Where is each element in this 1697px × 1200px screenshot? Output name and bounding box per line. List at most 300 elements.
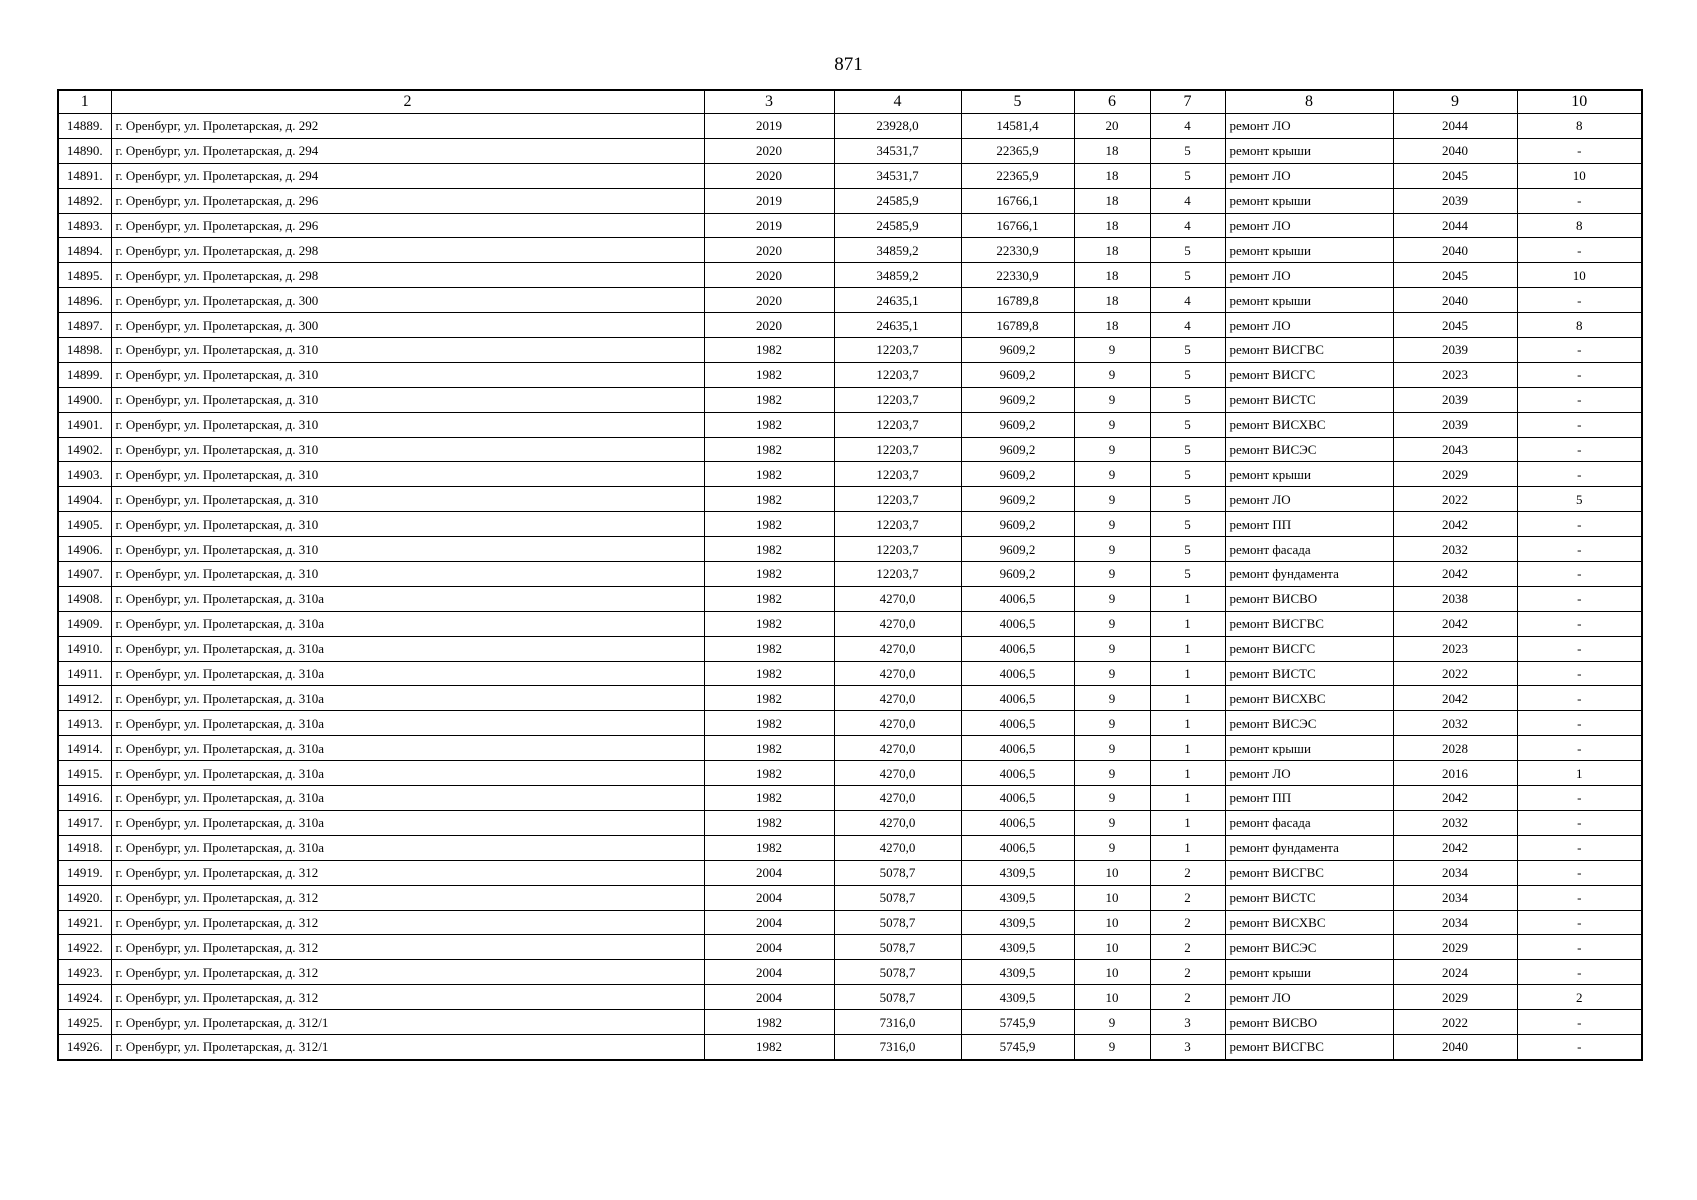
table-cell-col-4: 5078,7 bbox=[834, 885, 961, 910]
table-cell-col-1: 14908. bbox=[58, 586, 111, 611]
table-cell-col-10: - bbox=[1517, 586, 1642, 611]
table-cell-col-10: - bbox=[1517, 188, 1642, 213]
table-cell-col-5: 9609,2 bbox=[961, 512, 1074, 537]
table-cell-col-2: г. Оренбург, ул. Пролетарская, д. 310 bbox=[111, 338, 704, 363]
table-cell-col-2: г. Оренбург, ул. Пролетарская, д. 312 bbox=[111, 960, 704, 985]
table-cell-col-7: 5 bbox=[1150, 163, 1225, 188]
table-cell-col-8: ремонт фасада bbox=[1225, 810, 1393, 835]
table-cell-col-7: 5 bbox=[1150, 138, 1225, 163]
table-cell-col-4: 34859,2 bbox=[834, 263, 961, 288]
table-cell-col-7: 5 bbox=[1150, 462, 1225, 487]
table-cell-col-2: г. Оренбург, ул. Пролетарская, д. 310 bbox=[111, 362, 704, 387]
table-cell-col-6: 9 bbox=[1074, 362, 1150, 387]
table-row bbox=[58, 786, 1642, 811]
table-cell-col-3: 2004 bbox=[704, 860, 834, 885]
table-cell-col-2: г. Оренбург, ул. Пролетарская, д. 298 bbox=[111, 238, 704, 263]
table-cell-col-1: 14903. bbox=[58, 462, 111, 487]
table-cell-col-2: г. Оренбург, ул. Пролетарская, д. 310а bbox=[111, 810, 704, 835]
table-cell-col-6: 10 bbox=[1074, 935, 1150, 960]
table-cell-col-10: - bbox=[1517, 138, 1642, 163]
table-cell-col-7: 5 bbox=[1150, 487, 1225, 512]
table-cell-col-1: 14911. bbox=[58, 661, 111, 686]
table-cell-col-3: 1982 bbox=[704, 362, 834, 387]
table-row bbox=[58, 188, 1642, 213]
table-cell-col-10: 2 bbox=[1517, 985, 1642, 1010]
table-cell-col-6: 10 bbox=[1074, 960, 1150, 985]
table-cell-col-3: 1982 bbox=[704, 761, 834, 786]
table-cell-col-10: - bbox=[1517, 462, 1642, 487]
table-cell-col-7: 1 bbox=[1150, 786, 1225, 811]
table-cell-col-6: 9 bbox=[1074, 462, 1150, 487]
table-cell-col-9: 2039 bbox=[1393, 338, 1517, 363]
table-cell-col-1: 14923. bbox=[58, 960, 111, 985]
table-cell-col-3: 1982 bbox=[704, 562, 834, 587]
table-cell-col-8: ремонт ЛО bbox=[1225, 487, 1393, 512]
table-cell-col-3: 1982 bbox=[704, 835, 834, 860]
table-cell-col-7: 1 bbox=[1150, 611, 1225, 636]
table-cell-col-8: ремонт ВИСВО bbox=[1225, 586, 1393, 611]
table-cell-col-9: 2022 bbox=[1393, 661, 1517, 686]
table-row bbox=[58, 313, 1642, 338]
table-cell-col-10: - bbox=[1517, 661, 1642, 686]
table-cell-col-4: 12203,7 bbox=[834, 537, 961, 562]
table-row bbox=[58, 512, 1642, 537]
table-cell-col-6: 9 bbox=[1074, 686, 1150, 711]
table-body bbox=[58, 114, 1642, 1060]
table-cell-col-3: 1982 bbox=[704, 437, 834, 462]
table-cell-col-3: 2004 bbox=[704, 960, 834, 985]
table-cell-col-8: ремонт фасада bbox=[1225, 537, 1393, 562]
table-cell-col-6: 9 bbox=[1074, 810, 1150, 835]
table-cell-col-7: 4 bbox=[1150, 114, 1225, 139]
table-cell-col-7: 5 bbox=[1150, 437, 1225, 462]
table-cell-col-9: 2040 bbox=[1393, 288, 1517, 313]
table-row bbox=[58, 163, 1642, 188]
table-cell-col-7: 1 bbox=[1150, 686, 1225, 711]
table-cell-col-5: 4309,5 bbox=[961, 910, 1074, 935]
table-cell-col-2: г. Оренбург, ул. Пролетарская, д. 310 bbox=[111, 487, 704, 512]
table-cell-col-4: 4270,0 bbox=[834, 810, 961, 835]
table-row bbox=[58, 412, 1642, 437]
table-row bbox=[58, 611, 1642, 636]
table-cell-col-4: 5078,7 bbox=[834, 935, 961, 960]
table-cell-col-4: 12203,7 bbox=[834, 437, 961, 462]
table-cell-col-4: 4270,0 bbox=[834, 611, 961, 636]
table-cell-col-6: 9 bbox=[1074, 711, 1150, 736]
table-cell-col-4: 4270,0 bbox=[834, 711, 961, 736]
table-cell-col-6: 9 bbox=[1074, 835, 1150, 860]
table-cell-col-2: г. Оренбург, ул. Пролетарская, д. 312/1 bbox=[111, 1010, 704, 1035]
table-cell-col-5: 22330,9 bbox=[961, 263, 1074, 288]
table-cell-col-5: 5745,9 bbox=[961, 1010, 1074, 1035]
column-header-7: 7 bbox=[1150, 90, 1225, 114]
table-cell-col-8: ремонт ПП bbox=[1225, 512, 1393, 537]
table-cell-col-7: 5 bbox=[1150, 537, 1225, 562]
table-cell-col-8: ремонт ВИСВО bbox=[1225, 1010, 1393, 1035]
column-header-10: 10 bbox=[1517, 90, 1642, 114]
table-cell-col-6: 9 bbox=[1074, 761, 1150, 786]
table-cell-col-9: 2034 bbox=[1393, 885, 1517, 910]
table-cell-col-9: 2029 bbox=[1393, 935, 1517, 960]
table-row bbox=[58, 238, 1642, 263]
table-cell-col-5: 4006,5 bbox=[961, 810, 1074, 835]
table-cell-col-7: 2 bbox=[1150, 960, 1225, 985]
table-cell-col-4: 5078,7 bbox=[834, 960, 961, 985]
table-cell-col-4: 4270,0 bbox=[834, 761, 961, 786]
table-cell-col-1: 14893. bbox=[58, 213, 111, 238]
table-cell-col-7: 2 bbox=[1150, 860, 1225, 885]
table-cell-col-3: 2020 bbox=[704, 138, 834, 163]
repair-schedule-table bbox=[57, 89, 1643, 1061]
table-cell-col-3: 1982 bbox=[704, 786, 834, 811]
table-cell-col-3: 2019 bbox=[704, 114, 834, 139]
table-cell-col-1: 14898. bbox=[58, 338, 111, 363]
table-cell-col-8: ремонт ВИСХВС bbox=[1225, 910, 1393, 935]
table-cell-col-8: ремонт ВИСХВС bbox=[1225, 686, 1393, 711]
table-cell-col-3: 1982 bbox=[704, 1010, 834, 1035]
table-cell-col-6: 9 bbox=[1074, 636, 1150, 661]
table-cell-col-5: 4309,5 bbox=[961, 960, 1074, 985]
table-cell-col-7: 5 bbox=[1150, 362, 1225, 387]
table-cell-col-9: 2028 bbox=[1393, 736, 1517, 761]
table-cell-col-1: 14909. bbox=[58, 611, 111, 636]
table-cell-col-4: 34531,7 bbox=[834, 138, 961, 163]
table-cell-col-5: 9609,2 bbox=[961, 462, 1074, 487]
table-cell-col-9: 2045 bbox=[1393, 313, 1517, 338]
table-cell-col-1: 14921. bbox=[58, 910, 111, 935]
table-cell-col-2: г. Оренбург, ул. Пролетарская, д. 310а bbox=[111, 736, 704, 761]
table-cell-col-8: ремонт ВИСГВС bbox=[1225, 338, 1393, 363]
table-cell-col-6: 18 bbox=[1074, 263, 1150, 288]
table-cell-col-4: 24585,9 bbox=[834, 188, 961, 213]
table-cell-col-9: 2042 bbox=[1393, 835, 1517, 860]
table-cell-col-9: 2024 bbox=[1393, 960, 1517, 985]
table-cell-col-9: 2042 bbox=[1393, 686, 1517, 711]
table-cell-col-5: 22365,9 bbox=[961, 163, 1074, 188]
table-cell-col-7: 3 bbox=[1150, 1034, 1225, 1059]
table-row bbox=[58, 387, 1642, 412]
table-cell-col-5: 9609,2 bbox=[961, 412, 1074, 437]
table-cell-col-9: 2029 bbox=[1393, 462, 1517, 487]
table-cell-col-9: 2040 bbox=[1393, 238, 1517, 263]
table-cell-col-7: 2 bbox=[1150, 935, 1225, 960]
table-cell-col-2: г. Оренбург, ул. Пролетарская, д. 310а bbox=[111, 761, 704, 786]
table-cell-col-2: г. Оренбург, ул. Пролетарская, д. 310а bbox=[111, 586, 704, 611]
table-cell-col-4: 12203,7 bbox=[834, 338, 961, 363]
table-cell-col-5: 22365,9 bbox=[961, 138, 1074, 163]
table-cell-col-7: 2 bbox=[1150, 885, 1225, 910]
table-row bbox=[58, 985, 1642, 1010]
table-cell-col-1: 14897. bbox=[58, 313, 111, 338]
table-cell-col-7: 5 bbox=[1150, 338, 1225, 363]
table-cell-col-3: 1982 bbox=[704, 661, 834, 686]
table-cell-col-3: 2019 bbox=[704, 213, 834, 238]
table-row bbox=[58, 810, 1642, 835]
table-cell-col-10: - bbox=[1517, 412, 1642, 437]
table-cell-col-9: 2040 bbox=[1393, 1034, 1517, 1059]
table-cell-col-3: 1982 bbox=[704, 586, 834, 611]
table-cell-col-6: 9 bbox=[1074, 437, 1150, 462]
table-cell-col-8: ремонт крыши bbox=[1225, 288, 1393, 313]
table-cell-col-7: 4 bbox=[1150, 288, 1225, 313]
table-cell-col-7: 5 bbox=[1150, 512, 1225, 537]
table-cell-col-8: ремонт крыши bbox=[1225, 736, 1393, 761]
table-row bbox=[58, 462, 1642, 487]
table-cell-col-6: 9 bbox=[1074, 338, 1150, 363]
table-cell-col-9: 2032 bbox=[1393, 537, 1517, 562]
table-cell-col-3: 2004 bbox=[704, 935, 834, 960]
table-cell-col-1: 14900. bbox=[58, 387, 111, 412]
table-cell-col-8: ремонт ВИСГС bbox=[1225, 362, 1393, 387]
table-cell-col-10: - bbox=[1517, 711, 1642, 736]
table-cell-col-9: 2042 bbox=[1393, 562, 1517, 587]
table-cell-col-3: 1982 bbox=[704, 338, 834, 363]
table-cell-col-2: г. Оренбург, ул. Пролетарская, д. 292 bbox=[111, 114, 704, 139]
table-cell-col-4: 7316,0 bbox=[834, 1034, 961, 1059]
table-cell-col-8: ремонт ЛО bbox=[1225, 213, 1393, 238]
column-header-5: 5 bbox=[961, 90, 1074, 114]
table-cell-col-6: 9 bbox=[1074, 661, 1150, 686]
table-cell-col-5: 9609,2 bbox=[961, 437, 1074, 462]
table-row bbox=[58, 661, 1642, 686]
table-cell-col-10: - bbox=[1517, 288, 1642, 313]
table-cell-col-3: 1982 bbox=[704, 487, 834, 512]
table-cell-col-2: г. Оренбург, ул. Пролетарская, д. 296 bbox=[111, 213, 704, 238]
table-cell-col-2: г. Оренбург, ул. Пролетарская, д. 310 bbox=[111, 512, 704, 537]
table-cell-col-2: г. Оренбург, ул. Пролетарская, д. 310а bbox=[111, 636, 704, 661]
table-cell-col-10: - bbox=[1517, 1010, 1642, 1035]
table-cell-col-7: 5 bbox=[1150, 387, 1225, 412]
table-cell-col-7: 1 bbox=[1150, 711, 1225, 736]
table-cell-col-7: 5 bbox=[1150, 238, 1225, 263]
table-cell-col-1: 14920. bbox=[58, 885, 111, 910]
table-cell-col-1: 14894. bbox=[58, 238, 111, 263]
table-cell-col-3: 1982 bbox=[704, 412, 834, 437]
table-cell-col-10: 8 bbox=[1517, 213, 1642, 238]
table-cell-col-9: 2032 bbox=[1393, 711, 1517, 736]
table-cell-col-10: - bbox=[1517, 786, 1642, 811]
table-cell-col-7: 3 bbox=[1150, 1010, 1225, 1035]
table-cell-col-8: ремонт крыши bbox=[1225, 462, 1393, 487]
table-row bbox=[58, 636, 1642, 661]
table-cell-col-5: 9609,2 bbox=[961, 338, 1074, 363]
table-cell-col-5: 4006,5 bbox=[961, 661, 1074, 686]
table-cell-col-5: 4006,5 bbox=[961, 636, 1074, 661]
table-cell-col-4: 24635,1 bbox=[834, 288, 961, 313]
table-cell-col-4: 5078,7 bbox=[834, 860, 961, 885]
table-cell-col-8: ремонт крыши bbox=[1225, 238, 1393, 263]
table-cell-col-3: 2004 bbox=[704, 910, 834, 935]
table-cell-col-4: 12203,7 bbox=[834, 387, 961, 412]
table-row bbox=[58, 686, 1642, 711]
table-cell-col-10: 8 bbox=[1517, 114, 1642, 139]
table-cell-col-8: ремонт ЛО bbox=[1225, 761, 1393, 786]
table-cell-col-4: 4270,0 bbox=[834, 661, 961, 686]
table-cell-col-2: г. Оренбург, ул. Пролетарская, д. 312 bbox=[111, 985, 704, 1010]
table-cell-col-6: 10 bbox=[1074, 885, 1150, 910]
table-cell-col-4: 12203,7 bbox=[834, 462, 961, 487]
table-cell-col-2: г. Оренбург, ул. Пролетарская, д. 300 bbox=[111, 313, 704, 338]
table-cell-col-3: 1982 bbox=[704, 462, 834, 487]
table-cell-col-1: 14914. bbox=[58, 736, 111, 761]
table-row bbox=[58, 537, 1642, 562]
column-header-8: 8 bbox=[1225, 90, 1393, 114]
table-cell-col-4: 34531,7 bbox=[834, 163, 961, 188]
table-row bbox=[58, 338, 1642, 363]
table-cell-col-2: г. Оренбург, ул. Пролетарская, д. 312 bbox=[111, 910, 704, 935]
table-cell-col-1: 14918. bbox=[58, 835, 111, 860]
table-cell-col-3: 2020 bbox=[704, 288, 834, 313]
table-cell-col-3: 2020 bbox=[704, 238, 834, 263]
table-cell-col-5: 4006,5 bbox=[961, 761, 1074, 786]
table-cell-col-1: 14890. bbox=[58, 138, 111, 163]
table-cell-col-1: 14907. bbox=[58, 562, 111, 587]
table-cell-col-9: 2042 bbox=[1393, 512, 1517, 537]
table-cell-col-1: 14889. bbox=[58, 114, 111, 139]
table-cell-col-5: 4309,5 bbox=[961, 885, 1074, 910]
table-cell-col-1: 14904. bbox=[58, 487, 111, 512]
table-cell-col-6: 18 bbox=[1074, 163, 1150, 188]
table-cell-col-4: 4270,0 bbox=[834, 835, 961, 860]
table-cell-col-7: 1 bbox=[1150, 810, 1225, 835]
table-cell-col-4: 4270,0 bbox=[834, 736, 961, 761]
table-cell-col-6: 18 bbox=[1074, 138, 1150, 163]
table-cell-col-8: ремонт крыши bbox=[1225, 960, 1393, 985]
table-cell-col-5: 4006,5 bbox=[961, 686, 1074, 711]
column-header-4: 4 bbox=[834, 90, 961, 114]
table-cell-col-5: 9609,2 bbox=[961, 562, 1074, 587]
table-cell-col-1: 14926. bbox=[58, 1034, 111, 1059]
table-cell-col-8: ремонт ЛО bbox=[1225, 163, 1393, 188]
table-cell-col-9: 2039 bbox=[1393, 188, 1517, 213]
table-cell-col-5: 4006,5 bbox=[961, 611, 1074, 636]
table-cell-col-4: 12203,7 bbox=[834, 562, 961, 587]
table-cell-col-3: 1982 bbox=[704, 636, 834, 661]
table-cell-col-2: г. Оренбург, ул. Пролетарская, д. 310а bbox=[111, 835, 704, 860]
table-cell-col-6: 9 bbox=[1074, 487, 1150, 512]
table-cell-col-5: 16789,8 bbox=[961, 288, 1074, 313]
table-cell-col-4: 4270,0 bbox=[834, 636, 961, 661]
table-cell-col-8: ремонт ВИСГВС bbox=[1225, 611, 1393, 636]
table-cell-col-3: 1982 bbox=[704, 512, 834, 537]
table-cell-col-2: г. Оренбург, ул. Пролетарская, д. 310 bbox=[111, 387, 704, 412]
table-row bbox=[58, 114, 1642, 139]
table-cell-col-8: ремонт ВИСГВС bbox=[1225, 860, 1393, 885]
table-cell-col-6: 18 bbox=[1074, 313, 1150, 338]
table-cell-col-9: 2045 bbox=[1393, 163, 1517, 188]
table-cell-col-2: г. Оренбург, ул. Пролетарская, д. 310 bbox=[111, 537, 704, 562]
table-cell-col-5: 9609,2 bbox=[961, 387, 1074, 412]
table-cell-col-8: ремонт ВИСЭС bbox=[1225, 711, 1393, 736]
table-cell-col-9: 2039 bbox=[1393, 412, 1517, 437]
table-cell-col-10: - bbox=[1517, 362, 1642, 387]
table-cell-col-3: 2004 bbox=[704, 985, 834, 1010]
table-cell-col-9: 2023 bbox=[1393, 636, 1517, 661]
table-cell-col-10: - bbox=[1517, 512, 1642, 537]
table-cell-col-7: 4 bbox=[1150, 313, 1225, 338]
table-cell-col-10: - bbox=[1517, 960, 1642, 985]
table-cell-col-4: 12203,7 bbox=[834, 512, 961, 537]
table-cell-col-2: г. Оренбург, ул. Пролетарская, д. 294 bbox=[111, 163, 704, 188]
column-header-3: 3 bbox=[704, 90, 834, 114]
table-cell-col-6: 9 bbox=[1074, 786, 1150, 811]
column-header-1: 1 bbox=[58, 90, 111, 114]
table-cell-col-8: ремонт ПП bbox=[1225, 786, 1393, 811]
table-cell-col-5: 4006,5 bbox=[961, 786, 1074, 811]
table-cell-col-10: - bbox=[1517, 387, 1642, 412]
table-cell-col-6: 9 bbox=[1074, 537, 1150, 562]
table-cell-col-10: - bbox=[1517, 537, 1642, 562]
table-row bbox=[58, 487, 1642, 512]
table-cell-col-10: - bbox=[1517, 835, 1642, 860]
table-cell-col-7: 4 bbox=[1150, 188, 1225, 213]
table-cell-col-2: г. Оренбург, ул. Пролетарская, д. 310 bbox=[111, 462, 704, 487]
column-header-2: 2 bbox=[111, 90, 704, 114]
table-cell-col-4: 24635,1 bbox=[834, 313, 961, 338]
table-cell-col-1: 14895. bbox=[58, 263, 111, 288]
table-cell-col-10: - bbox=[1517, 1034, 1642, 1059]
table-row bbox=[58, 586, 1642, 611]
table-row bbox=[58, 437, 1642, 462]
table-cell-col-5: 14581,4 bbox=[961, 114, 1074, 139]
table-cell-col-7: 2 bbox=[1150, 985, 1225, 1010]
table-cell-col-5: 9609,2 bbox=[961, 537, 1074, 562]
table-cell-col-7: 5 bbox=[1150, 412, 1225, 437]
table-cell-col-9: 2042 bbox=[1393, 786, 1517, 811]
table-cell-col-5: 4309,5 bbox=[961, 935, 1074, 960]
table-cell-col-10: - bbox=[1517, 238, 1642, 263]
table-cell-col-5: 4006,5 bbox=[961, 586, 1074, 611]
table-cell-col-6: 10 bbox=[1074, 910, 1150, 935]
table-cell-col-2: г. Оренбург, ул. Пролетарская, д. 310а bbox=[111, 611, 704, 636]
table-cell-col-9: 2023 bbox=[1393, 362, 1517, 387]
column-header-9: 9 bbox=[1393, 90, 1517, 114]
table-cell-col-10: 1 bbox=[1517, 761, 1642, 786]
table-cell-col-7: 4 bbox=[1150, 213, 1225, 238]
table-cell-col-10: - bbox=[1517, 810, 1642, 835]
table-cell-col-6: 18 bbox=[1074, 188, 1150, 213]
table-cell-col-8: ремонт ВИСГВС bbox=[1225, 1034, 1393, 1059]
table-cell-col-3: 1982 bbox=[704, 611, 834, 636]
table-cell-col-10: 10 bbox=[1517, 263, 1642, 288]
table-cell-col-6: 18 bbox=[1074, 288, 1150, 313]
table-cell-col-2: г. Оренбург, ул. Пролетарская, д. 312 bbox=[111, 885, 704, 910]
table-cell-col-2: г. Оренбург, ул. Пролетарская, д. 312/1 bbox=[111, 1034, 704, 1059]
table-cell-col-2: г. Оренбург, ул. Пролетарская, д. 310 bbox=[111, 437, 704, 462]
table-cell-col-7: 1 bbox=[1150, 586, 1225, 611]
table-cell-col-2: г. Оренбург, ул. Пролетарская, д. 310а bbox=[111, 711, 704, 736]
table-cell-col-1: 14922. bbox=[58, 935, 111, 960]
table-cell-col-1: 14916. bbox=[58, 786, 111, 811]
table-cell-col-8: ремонт ВИСТС bbox=[1225, 661, 1393, 686]
table-cell-col-5: 4309,5 bbox=[961, 985, 1074, 1010]
table-cell-col-1: 14891. bbox=[58, 163, 111, 188]
table-cell-col-2: г. Оренбург, ул. Пролетарская, д. 300 bbox=[111, 288, 704, 313]
table-cell-col-5: 9609,2 bbox=[961, 362, 1074, 387]
table-cell-col-2: г. Оренбург, ул. Пролетарская, д. 310а bbox=[111, 786, 704, 811]
table-cell-col-1: 14896. bbox=[58, 288, 111, 313]
table-cell-col-7: 5 bbox=[1150, 263, 1225, 288]
table-cell-col-6: 9 bbox=[1074, 611, 1150, 636]
table-cell-col-2: г. Оренбург, ул. Пролетарская, д. 310а bbox=[111, 686, 704, 711]
table-cell-col-8: ремонт ЛО bbox=[1225, 985, 1393, 1010]
table-cell-col-9: 2022 bbox=[1393, 1010, 1517, 1035]
table-cell-col-4: 12203,7 bbox=[834, 487, 961, 512]
table-cell-col-10: - bbox=[1517, 686, 1642, 711]
table-cell-col-10: - bbox=[1517, 437, 1642, 462]
table-cell-col-10: - bbox=[1517, 562, 1642, 587]
table-row bbox=[58, 1034, 1642, 1059]
